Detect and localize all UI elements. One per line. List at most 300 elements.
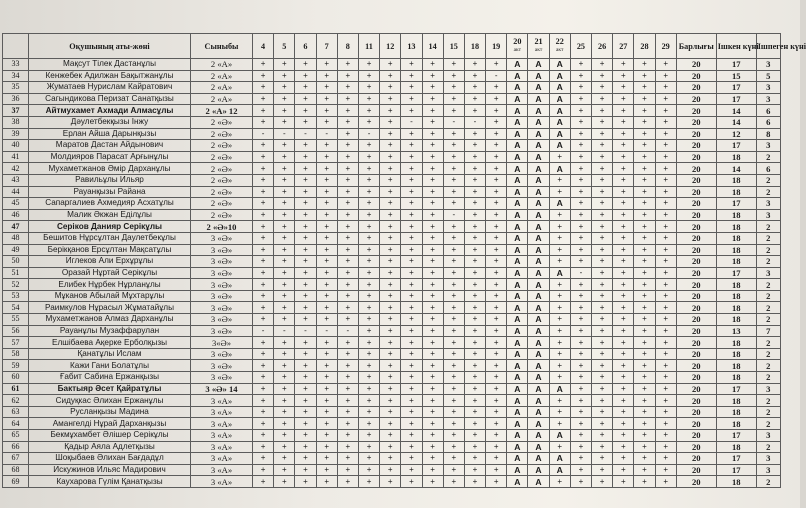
- attendance-mark: +: [486, 464, 507, 476]
- row-number: 47: [3, 221, 29, 233]
- attendance-mark: +: [295, 256, 316, 268]
- header-day: [507, 34, 528, 59]
- attendance-mark: A: [507, 302, 528, 314]
- attendance-mark: +: [274, 151, 295, 163]
- attended-days: 18: [716, 244, 756, 256]
- attendance-mark: A: [528, 244, 549, 256]
- student-class: 2 «Ә»: [191, 140, 253, 152]
- attendance-mark: +: [613, 198, 634, 210]
- attendance-mark: +: [592, 325, 613, 337]
- attendance-mark: +: [295, 453, 316, 465]
- attendance-mark: +: [634, 174, 655, 186]
- attendance-mark: +: [486, 430, 507, 442]
- attendance-mark: +: [380, 116, 401, 128]
- attendance-mark: A: [549, 198, 570, 210]
- attendance-mark: -: [570, 267, 591, 279]
- attendance-mark: +: [464, 140, 485, 152]
- attendance-mark: +: [358, 244, 379, 256]
- attendance-mark: +: [253, 360, 274, 372]
- missed-days: 6: [756, 105, 780, 117]
- attendance-mark: +: [570, 395, 591, 407]
- attendance-mark: +: [422, 221, 443, 233]
- header-day: [380, 34, 401, 59]
- attendance-mark: +: [295, 93, 316, 105]
- student-name: Бешитов Нұрсұлтан Даулетбекұлы: [29, 232, 191, 244]
- attendance-mark: +: [422, 151, 443, 163]
- attended-days: 18: [716, 151, 756, 163]
- attendance-mark: +: [634, 302, 655, 314]
- attendance-mark: A: [507, 93, 528, 105]
- attendance-mark: +: [570, 383, 591, 395]
- attended-days: 18: [716, 406, 756, 418]
- attendance-mark: +: [443, 441, 464, 453]
- attendance-mark: +: [422, 232, 443, 244]
- total-days: 20: [676, 128, 716, 140]
- header-day-number: 14: [428, 41, 437, 51]
- attended-days: 18: [716, 232, 756, 244]
- attendance-mark: +: [634, 163, 655, 175]
- attendance-mark: +: [549, 256, 570, 268]
- attendance-mark: +: [337, 116, 358, 128]
- attendance-mark: -: [274, 325, 295, 337]
- attendance-mark: +: [570, 70, 591, 82]
- attendance-mark: +: [592, 360, 613, 372]
- attendance-mark: +: [486, 186, 507, 198]
- attendance-mark: +: [401, 59, 422, 71]
- student-class: 3 «А»: [191, 395, 253, 407]
- header-day: [274, 34, 295, 59]
- header-day-number: 11: [365, 41, 373, 51]
- attendance-mark: +: [464, 82, 485, 94]
- attendance-mark: +: [655, 325, 676, 337]
- attendance-mark: +: [570, 453, 591, 465]
- row-number: 44: [3, 186, 29, 198]
- missed-days: 3: [756, 383, 780, 395]
- attendance-mark: +: [358, 232, 379, 244]
- attendance-mark: +: [422, 395, 443, 407]
- row-number: 42: [3, 163, 29, 175]
- attendance-mark: +: [443, 256, 464, 268]
- student-row: [3, 140, 781, 152]
- row-number: 46: [3, 209, 29, 221]
- attendance-mark: +: [634, 151, 655, 163]
- attendance-mark: +: [549, 290, 570, 302]
- attendance-mark: A: [507, 116, 528, 128]
- missed-days: 2: [756, 476, 780, 488]
- attendance-mark: +: [401, 360, 422, 372]
- attendance-mark: +: [380, 221, 401, 233]
- row-number: 61: [3, 383, 29, 395]
- attendance-mark: +: [422, 441, 443, 453]
- attendance-mark: +: [634, 418, 655, 430]
- attendance-mark: +: [274, 116, 295, 128]
- student-row: [3, 383, 781, 395]
- attendance-mark: +: [655, 453, 676, 465]
- attendance-mark: +: [464, 348, 485, 360]
- attendance-mark: +: [592, 441, 613, 453]
- attendance-mark: +: [401, 93, 422, 105]
- attendance-mark: +: [655, 116, 676, 128]
- student-class: 3 «Ә»: [191, 325, 253, 337]
- attendance-mark: +: [655, 174, 676, 186]
- attendance-mark: +: [401, 244, 422, 256]
- attendance-mark: +: [337, 383, 358, 395]
- attendance-mark: +: [655, 464, 676, 476]
- attended-days: 15: [716, 70, 756, 82]
- attendance-mark: +: [358, 383, 379, 395]
- header-day: [486, 34, 507, 59]
- attendance-mark: +: [464, 174, 485, 186]
- attendance-mark: +: [401, 406, 422, 418]
- attendance-mark: +: [316, 337, 337, 349]
- header-day-number: 4: [261, 41, 266, 51]
- attendance-mark: -: [401, 116, 422, 128]
- attendance-mark: A: [528, 186, 549, 198]
- attendance-mark: A: [528, 441, 549, 453]
- attendance-mark: +: [592, 186, 613, 198]
- row-number: 65: [3, 430, 29, 442]
- attendance-mark: +: [401, 372, 422, 384]
- attendance-mark: +: [443, 93, 464, 105]
- header-student-name: Оқушының аты-жөні: [29, 34, 191, 59]
- student-row: [3, 116, 781, 128]
- header-day: [422, 34, 443, 59]
- attendance-mark: +: [486, 290, 507, 302]
- attended-days: 18: [716, 348, 756, 360]
- attendance-mark: +: [253, 290, 274, 302]
- student-name: Маратов Дастан Айдынович: [29, 140, 191, 152]
- attendance-mark: +: [570, 128, 591, 140]
- attendance-mark: +: [486, 116, 507, 128]
- attendance-mark: +: [401, 174, 422, 186]
- row-number: 33: [3, 59, 29, 71]
- attendance-mark: +: [592, 163, 613, 175]
- attendance-mark: +: [358, 267, 379, 279]
- missed-days: 2: [756, 221, 780, 233]
- attendance-mark: +: [358, 105, 379, 117]
- attendance-mark: +: [570, 174, 591, 186]
- attendance-mark: +: [380, 140, 401, 152]
- attendance-mark: +: [337, 186, 358, 198]
- student-name: Амангелді Нұрай Дарханқызы: [29, 418, 191, 430]
- attendance-mark: +: [295, 337, 316, 349]
- attendance-mark: +: [295, 464, 316, 476]
- attendance-mark: +: [401, 140, 422, 152]
- student-row: [3, 302, 781, 314]
- student-row: [3, 348, 781, 360]
- attendance-mark: +: [253, 209, 274, 221]
- student-name: Дәулетбекқызы Інжу: [29, 116, 191, 128]
- attendance-mark: +: [486, 244, 507, 256]
- student-class: 3 «А»: [191, 441, 253, 453]
- missed-days: 2: [756, 290, 780, 302]
- attendance-mark: +: [570, 372, 591, 384]
- attendance-mark: +: [655, 406, 676, 418]
- attendance-mark: A: [507, 82, 528, 94]
- attendance-mark: A: [528, 128, 549, 140]
- total-days: 20: [676, 302, 716, 314]
- attended-days: 18: [716, 441, 756, 453]
- attendance-mark: +: [655, 163, 676, 175]
- attendance-mark: +: [422, 70, 443, 82]
- attendance-mark: +: [401, 290, 422, 302]
- row-number: 59: [3, 360, 29, 372]
- attendance-mark: A: [549, 70, 570, 82]
- attendance-mark: +: [570, 163, 591, 175]
- attendance-mark: +: [337, 256, 358, 268]
- attendance-mark: +: [358, 279, 379, 291]
- attended-days: 18: [716, 337, 756, 349]
- attendance-mark: A: [528, 348, 549, 360]
- header-day: [443, 34, 464, 59]
- attendance-mark: +: [655, 348, 676, 360]
- attendance-mark: +: [401, 314, 422, 326]
- student-name: Серіков Данияр Серікұлы: [29, 221, 191, 233]
- attendance-mark: +: [464, 418, 485, 430]
- attendance-mark: +: [316, 290, 337, 302]
- attendance-mark: +: [380, 209, 401, 221]
- attendance-mark: +: [549, 406, 570, 418]
- attendance-mark: +: [570, 464, 591, 476]
- attendance-mark: +: [634, 256, 655, 268]
- attendance-mark: +: [464, 256, 485, 268]
- attendance-mark: +: [486, 163, 507, 175]
- student-class: 3 «Ә»: [191, 302, 253, 314]
- attendance-mark: +: [295, 290, 316, 302]
- header-day: [549, 34, 570, 59]
- attendance-mark: +: [549, 360, 570, 372]
- row-number: 51: [3, 267, 29, 279]
- student-class: 2 «Ә»: [191, 151, 253, 163]
- attendance-mark: +: [464, 314, 485, 326]
- attendance-mark: +: [549, 441, 570, 453]
- attendance-mark: A: [507, 290, 528, 302]
- attendance-mark: +: [422, 267, 443, 279]
- row-number: 63: [3, 406, 29, 418]
- student-class: 3 «Ә»: [191, 372, 253, 384]
- attendance-mark: A: [549, 128, 570, 140]
- header-day-number: 13: [407, 41, 416, 51]
- attendance-mark: +: [380, 186, 401, 198]
- total-days: 20: [676, 93, 716, 105]
- attendance-mark: +: [401, 476, 422, 488]
- attendance-mark: +: [655, 140, 676, 152]
- attendance-mark: +: [295, 348, 316, 360]
- attendance-mark: +: [337, 395, 358, 407]
- attendance-mark: +: [549, 174, 570, 186]
- attendance-mark: A: [528, 151, 549, 163]
- row-number: 54: [3, 302, 29, 314]
- attendance-mark: +: [358, 140, 379, 152]
- attendance-mark: A: [549, 464, 570, 476]
- attendance-mark: +: [592, 116, 613, 128]
- attendance-mark: A: [549, 59, 570, 71]
- attendance-mark: +: [295, 116, 316, 128]
- student-class: 2 «Ә»10: [191, 221, 253, 233]
- attendance-mark: +: [253, 337, 274, 349]
- total-days: 20: [676, 256, 716, 268]
- attendance-mark: +: [316, 372, 337, 384]
- attendance-mark: +: [655, 256, 676, 268]
- attendance-mark: +: [486, 198, 507, 210]
- row-number: 56: [3, 325, 29, 337]
- attendance-mark: +: [295, 430, 316, 442]
- attendance-mark: +: [570, 59, 591, 71]
- attendance-mark: +: [486, 314, 507, 326]
- attendance-mark: -: [316, 325, 337, 337]
- attended-days: 17: [716, 82, 756, 94]
- attendance-mark: +: [422, 418, 443, 430]
- row-number: 49: [3, 244, 29, 256]
- attendance-table: [2, 33, 806, 488]
- attendance-mark: +: [380, 93, 401, 105]
- attendance-mark: +: [253, 418, 274, 430]
- attendance-mark: +: [486, 256, 507, 268]
- student-class: 2 «Ә»: [191, 163, 253, 175]
- missed-days: 2: [756, 279, 780, 291]
- total-days: 20: [676, 430, 716, 442]
- attended-days: 18: [716, 302, 756, 314]
- total-days: 20: [676, 418, 716, 430]
- attendance-mark: +: [253, 105, 274, 117]
- attendance-mark: A: [528, 140, 549, 152]
- attendance-mark: +: [401, 418, 422, 430]
- attendance-mark: +: [655, 418, 676, 430]
- attended-days: 14: [716, 116, 756, 128]
- missed-days: 2: [756, 372, 780, 384]
- attendance-mark: A: [549, 383, 570, 395]
- student-name: Русланқызы Мадина: [29, 406, 191, 418]
- attendance-mark: +: [592, 82, 613, 94]
- attendance-mark: +: [549, 232, 570, 244]
- attendance-mark: +: [592, 140, 613, 152]
- attendance-mark: +: [464, 59, 485, 71]
- attendance-mark: +: [486, 279, 507, 291]
- student-class: 3 «Ә»: [191, 244, 253, 256]
- attendance-mark: +: [570, 186, 591, 198]
- attendance-mark: +: [358, 418, 379, 430]
- attendance-mark: +: [570, 314, 591, 326]
- attendance-mark: +: [592, 453, 613, 465]
- student-row: [3, 279, 781, 291]
- attendance-mark: +: [486, 418, 507, 430]
- attendance-mark: +: [316, 198, 337, 210]
- attendance-mark: +: [316, 430, 337, 442]
- attendance-mark: A: [549, 116, 570, 128]
- attendance-mark: +: [443, 406, 464, 418]
- attendance-mark: +: [422, 279, 443, 291]
- attendance-mark: +: [634, 441, 655, 453]
- attendance-mark: +: [634, 140, 655, 152]
- attendance-mark: -: [358, 128, 379, 140]
- attendance-mark: +: [570, 441, 591, 453]
- attendance-mark: +: [316, 151, 337, 163]
- attendance-mark: -: [486, 70, 507, 82]
- row-number: 35: [3, 82, 29, 94]
- attendance-mark: +: [401, 430, 422, 442]
- attended-days: 17: [716, 198, 756, 210]
- total-days: 20: [676, 232, 716, 244]
- attendance-mark: +: [464, 128, 485, 140]
- total-days: 20: [676, 209, 716, 221]
- attended-days: 18: [716, 256, 756, 268]
- attendance-mark: +: [358, 256, 379, 268]
- attendance-mark: +: [613, 163, 634, 175]
- attendance-mark: +: [253, 279, 274, 291]
- attendance-mark: +: [316, 418, 337, 430]
- attendance-mark: +: [337, 198, 358, 210]
- attendance-mark: +: [358, 82, 379, 94]
- attendance-mark: +: [570, 105, 591, 117]
- attendance-mark: A: [528, 383, 549, 395]
- attendance-mark: +: [295, 395, 316, 407]
- attendance-mark: +: [274, 221, 295, 233]
- student-class: 2 «А»: [191, 59, 253, 71]
- student-class: 2 «А»: [191, 93, 253, 105]
- attendance-mark: +: [443, 232, 464, 244]
- attendance-mark: +: [337, 337, 358, 349]
- attendance-mark: +: [380, 395, 401, 407]
- attendance-mark: A: [507, 59, 528, 71]
- attendance-mark: +: [422, 128, 443, 140]
- attendance-mark: +: [634, 325, 655, 337]
- attendance-mark: A: [528, 256, 549, 268]
- attendance-mark: +: [295, 360, 316, 372]
- attendance-mark: +: [358, 209, 379, 221]
- missed-days: 3: [756, 198, 780, 210]
- attendance-mark: A: [507, 383, 528, 395]
- attendance-mark: +: [274, 395, 295, 407]
- attendance-mark: +: [274, 430, 295, 442]
- attendance-mark: +: [570, 93, 591, 105]
- attendance-mark: +: [634, 314, 655, 326]
- attendance-mark: +: [401, 325, 422, 337]
- attended-days: 13: [716, 325, 756, 337]
- student-class: 3 «Ә»: [191, 290, 253, 302]
- attendance-mark: +: [337, 360, 358, 372]
- attendance-mark: +: [358, 186, 379, 198]
- attendance-mark: A: [507, 325, 528, 337]
- attendance-mark: +: [422, 174, 443, 186]
- attendance-mark: A: [528, 290, 549, 302]
- attendance-mark: +: [358, 337, 379, 349]
- student-row: [3, 290, 781, 302]
- attendance-mark: +: [443, 70, 464, 82]
- missed-days: 5: [756, 70, 780, 82]
- attendance-mark: +: [380, 151, 401, 163]
- attendance-mark: -: [443, 116, 464, 128]
- attendance-mark: +: [380, 360, 401, 372]
- attendance-mark: +: [549, 395, 570, 407]
- attendance-mark: +: [295, 279, 316, 291]
- row-number: 37: [3, 105, 29, 117]
- student-row: [3, 395, 781, 407]
- student-row: [3, 174, 781, 186]
- missed-days: 2: [756, 232, 780, 244]
- student-row: [3, 337, 781, 349]
- attendance-mark: +: [422, 360, 443, 372]
- attendance-mark: +: [549, 476, 570, 488]
- student-row: [3, 441, 781, 453]
- attendance-mark: +: [422, 244, 443, 256]
- attendance-mark: +: [549, 325, 570, 337]
- attendance-mark: A: [507, 314, 528, 326]
- student-class: 2 «А» 12: [191, 105, 253, 117]
- attendance-mark: +: [358, 93, 379, 105]
- attendance-mark: +: [358, 372, 379, 384]
- attendance-mark: +: [570, 256, 591, 268]
- attendance-mark: +: [380, 348, 401, 360]
